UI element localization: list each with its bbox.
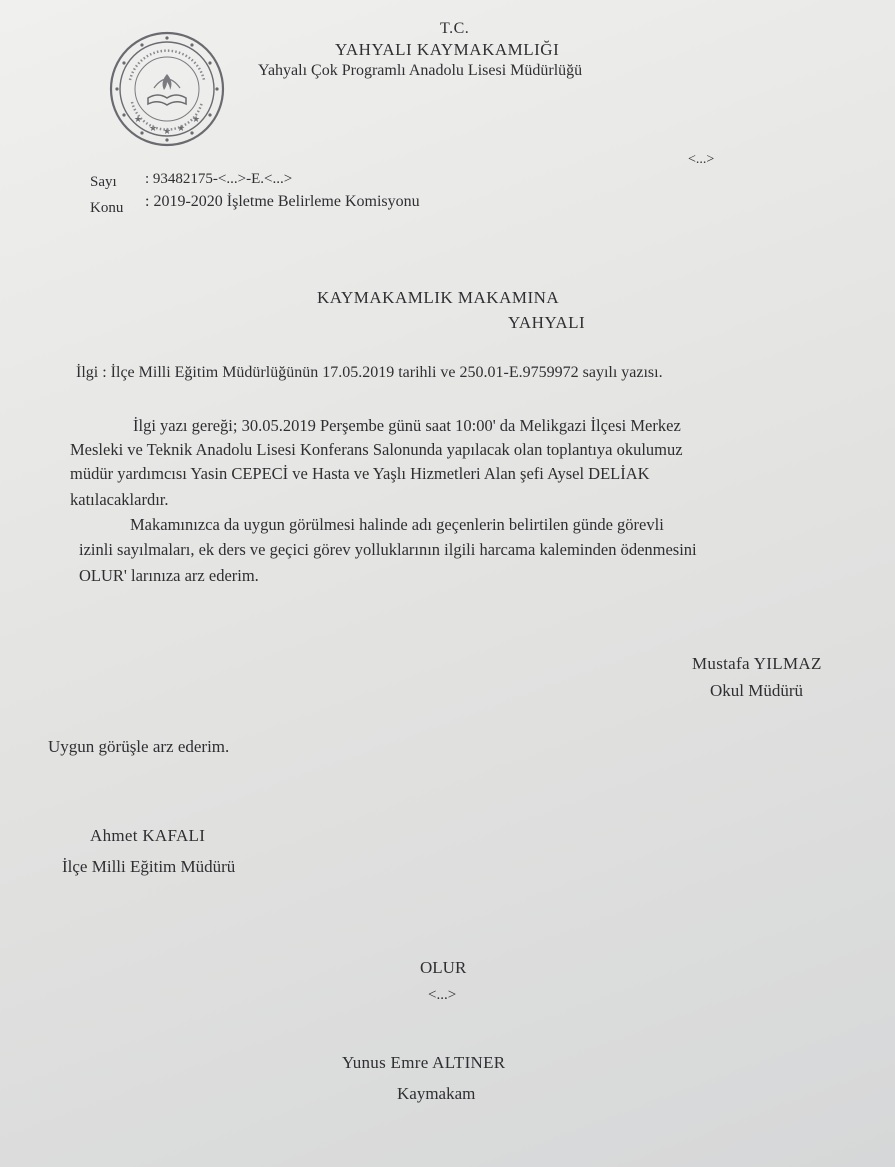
ilgi-reference: İlgi : İlçe Milli Eğitim Müdürlüğünün 17.05.2019 tarihli ve 250.01-E.9759972 sayılı yazısı. (76, 364, 663, 381)
date-placeholder: <...> (688, 152, 715, 167)
addressee-line-1: KAYMAKAMLIK MAKAMINA (317, 288, 560, 307)
endorsement-text: Uygun görüşle arz ederim. (48, 737, 230, 756)
header-kaymakamlik: YAHYALI KAYMAKAMLIĞI (335, 40, 560, 59)
konu-label: Konu (90, 200, 124, 216)
svg-text:★: ★ (148, 124, 158, 134)
meb-seal-icon (108, 30, 226, 148)
governor-title: Kaymakam (397, 1084, 476, 1103)
body-line: OLUR' larınıza arz ederim. (79, 566, 259, 585)
konu-value: : 2019-2020 İşletme Belirleme Komisyonu (145, 193, 420, 210)
principal-title: Okul Müdürü (710, 681, 804, 700)
governor-name: Yunus Emre ALTINER (342, 1053, 506, 1072)
approval-date-placeholder: <...> (428, 987, 457, 1003)
director-name: Ahmet KAFALI (90, 826, 206, 845)
body-line: Mesleki ve Teknik Anadolu Lisesi Konferans Salonunda yapılacak olan toplantıya okulumuz (70, 440, 683, 459)
director-title: İlçe Milli Eğitim Müdürü (62, 857, 236, 876)
svg-text:★: ★ (176, 124, 186, 134)
body-line: müdür yardımcısı Yasin CEPECİ ve Hasta ve Yaşlı Hizmetleri Alan şefi Aysel DELİAK (70, 464, 650, 483)
svg-text:★: ★ (133, 115, 143, 125)
principal-name: Mustafa YILMAZ (692, 654, 822, 673)
sayi-label: Sayı (90, 174, 117, 190)
svg-text:★: ★ (162, 127, 172, 137)
addressee-line-2: YAHYALI (508, 313, 586, 332)
body-line: Makamınızca da uygun görülmesi halinde adı geçenlerin belirtilen günde görevli (130, 515, 664, 534)
sayi-value: : 93482175-<...>-E.<...> (145, 171, 293, 187)
body-line: katılacaklardır. (70, 490, 169, 509)
header-school: Yahyalı Çok Programlı Anadolu Lisesi Müdürlüğü (258, 62, 583, 79)
approval-olur: OLUR (420, 958, 467, 977)
svg-text:★: ★ (191, 115, 201, 125)
header-tc: T.C. (440, 20, 470, 37)
body-line: İlgi yazı gereği; 30.05.2019 Perşembe günü saat 10:00' da Melikgazi İlçesi Merkez (133, 416, 681, 435)
body-line: izinli sayılmaları, ek ders ve geçici görev yolluklarının ilgili harcama kaleminden ödenmesini (79, 540, 697, 559)
